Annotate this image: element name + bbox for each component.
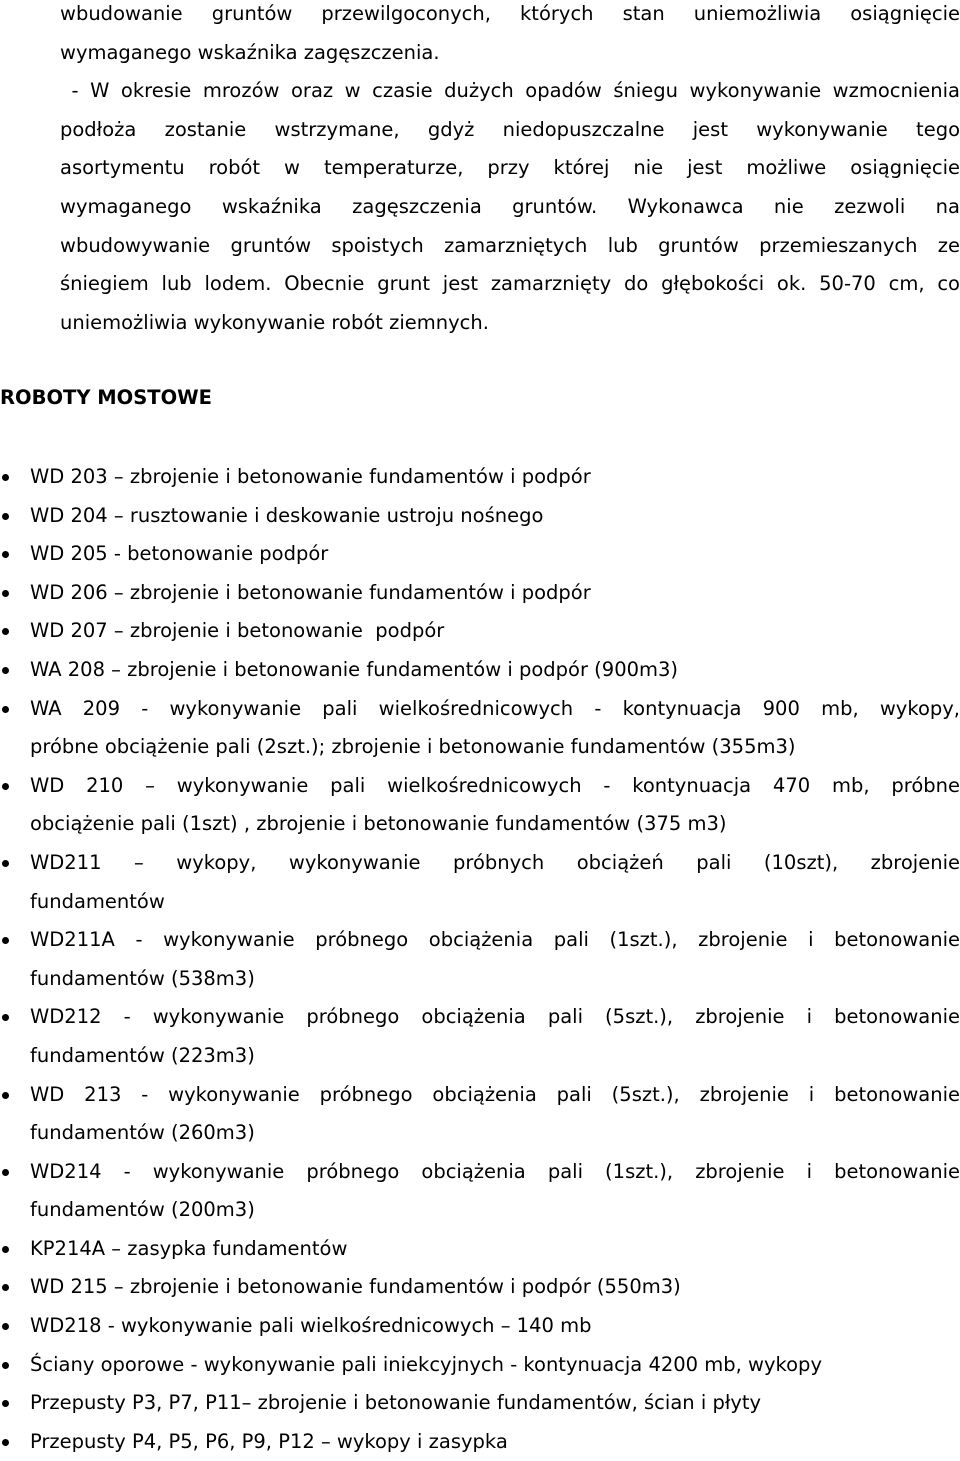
- list-item: [0, 844, 960, 921]
- list-item-text: Przepusty P3, P7, P11– zbrojenie i betonowanie fundamentów, ścian i płyty: [30, 1391, 762, 1415]
- works-list: [0, 458, 960, 1461]
- intro-paragraph: [60, 0, 960, 342]
- list-item-text: Ściany oporowe - wykonywanie pali iniekcyjnych - kontynuacja 4200 mb, wykopy: [30, 1352, 822, 1376]
- list-item-text: WA 208 – zbrojenie i betonowanie fundamentów i podpór (900m3): [30, 657, 679, 681]
- list-item-text-continued: obciążenie pali (1szt) , zbrojenie i betonowanie fundamentów (375 m3): [30, 812, 727, 836]
- bullet-icon: [2, 1092, 9, 1099]
- intro-line: śniegiem lub lodem. Obecnie grunt jest zamarznięty do głębokości ok. 50-70 cm, co: [60, 272, 960, 296]
- list-item-text: KP214A – zasypka fundamentów: [30, 1236, 348, 1260]
- list-item: [0, 921, 960, 998]
- intro-line: - W okresie mrozów oraz w czasie dużych opadów śniegu wykonywanie wzmocnienia: [60, 79, 960, 103]
- bullet-icon: [2, 667, 9, 674]
- bullet-icon: [2, 1439, 9, 1446]
- list-item: [0, 651, 960, 690]
- intro-line: wbudowanie gruntów przewilgoconych, których stan uniemożliwia osiągnięcie: [60, 2, 960, 25]
- intro-line: wymaganego wskaźnika zagęszczenia.: [60, 40, 440, 64]
- list-item-text: WD211 – wykopy, wykonywanie próbnych obciążeń pali (10szt), zbrojenie: [30, 850, 960, 874]
- list-item: [0, 612, 960, 651]
- list-item: [0, 767, 960, 844]
- list-item-text: WD 204 – rusztowanie i deskowanie ustroju nośnego: [30, 503, 544, 527]
- list-item-text: WD 215 – zbrojenie i betonowanie fundamentów i podpór (550m3): [30, 1275, 681, 1299]
- list-item: [0, 1346, 960, 1385]
- list-item: [0, 998, 960, 1075]
- bullet-icon: [2, 783, 9, 790]
- intro-line: wbudowywanie gruntów spoistych zamarzniętych lub gruntów przemieszanych ze: [60, 233, 960, 257]
- list-item: [0, 458, 960, 497]
- list-item-text: WD 205 - betonowanie podpór: [30, 542, 329, 566]
- list-item: [0, 690, 960, 767]
- intro-line: asortymentu robót w temperaturze, przy której nie jest możliwe osiągnięcie: [60, 156, 960, 180]
- bullet-icon: [2, 628, 9, 635]
- list-item-text: WD212 - wykonywanie próbnego obciążenia pali (5szt.), zbrojenie i betonowanie: [30, 1005, 960, 1029]
- list-item-text: WD 203 – zbrojenie i betonowanie fundamentów i podpór: [30, 465, 591, 488]
- list-item-text: WA 209 - wykonywanie pali wielkośrednicowych - kontynuacja 900 mb, wykopy,: [30, 696, 960, 720]
- list-item-text: WD 207 – zbrojenie i betonowanie podpór: [30, 619, 445, 643]
- list-item: [0, 1076, 960, 1153]
- list-item-text: WD218 - wykonywanie pali wielkośrednicowych – 140 mb: [30, 1314, 592, 1338]
- list-item-text: WD 206 – zbrojenie i betonowanie fundamentów i podpór: [30, 580, 591, 604]
- bullet-icon: [2, 937, 9, 944]
- list-item-text: WD 213 - wykonywanie próbnego obciążenia pali (5szt.), zbrojenie i betonowanie: [30, 1082, 960, 1106]
- bullet-icon: [2, 551, 9, 558]
- list-item-text-continued: fundamentów (223m3): [30, 1043, 255, 1067]
- bullet-icon: [2, 1169, 9, 1176]
- bullet-icon: [2, 1284, 9, 1291]
- intro-line: wymaganego wskaźnika zagęszczenia gruntów. Wykonawca nie zezwoli na: [60, 194, 960, 218]
- bullet-icon: [2, 1400, 9, 1407]
- bullet-icon: [2, 1323, 9, 1330]
- intro-line: podłoża zostanie wstrzymane, gdyż niedopuszczalne jest wykonywanie tego: [60, 117, 960, 141]
- bullet-icon: [2, 474, 9, 481]
- list-item: [0, 1384, 960, 1423]
- list-item: [0, 497, 960, 536]
- bullet-icon: [2, 590, 9, 597]
- bullet-icon: [2, 1246, 9, 1253]
- list-item-text-continued: fundamentów (538m3): [30, 966, 255, 990]
- list-item-text: WD214 - wykonywanie próbnego obciążenia pali (1szt.), zbrojenie i betonowanie: [30, 1159, 960, 1183]
- bullet-icon: [2, 513, 9, 520]
- list-item: [0, 535, 960, 574]
- bullet-icon: [2, 860, 9, 867]
- list-item: [0, 1153, 960, 1230]
- list-item: [0, 1268, 960, 1307]
- list-item-text-continued: fundamentów (200m3): [30, 1198, 255, 1222]
- list-item-text-continued: fundamentów (260m3): [30, 1121, 255, 1145]
- list-item-text-continued: fundamentów: [30, 889, 165, 913]
- bullet-icon: [2, 706, 9, 713]
- list-item: [0, 1230, 960, 1269]
- bullet-icon: [2, 1014, 9, 1021]
- list-item: [0, 1423, 960, 1461]
- list-item-text: WD211A - wykonywanie próbnego obciążenia pali (1szt.), zbrojenie i betonowanie: [30, 928, 960, 952]
- section-heading: ROBOTY MOSTOWE: [0, 386, 212, 409]
- intro-line: uniemożliwia wykonywanie robót ziemnych.: [60, 310, 489, 334]
- list-item-text-continued: próbne obciążenie pali (2szt.); zbrojenie i betonowanie fundamentów (355m3): [30, 735, 796, 759]
- list-item-text: Przepusty P4, P5, P6, P9, P12 – wykopy i zasypka: [30, 1429, 508, 1453]
- list-item: [0, 574, 960, 613]
- list-item: [0, 1307, 960, 1346]
- list-item-text: WD 210 – wykonywanie pali wielkośrednicowych - kontynuacja 470 mb, próbne: [30, 773, 960, 797]
- bullet-icon: [2, 1362, 9, 1369]
